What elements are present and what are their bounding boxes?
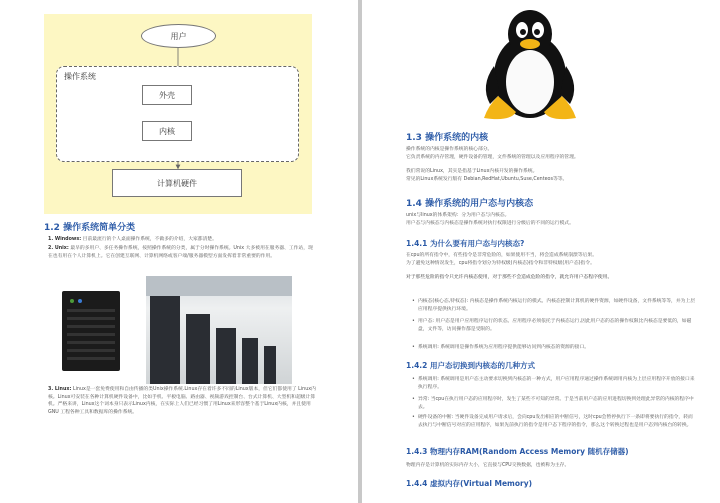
os-architecture-diagram (44, 14, 312, 214)
hardware-node: 计算机硬件 (112, 169, 242, 197)
paragraph: 它负责系统的内存管理，硬件设备的管理，文件系统的管理以及应用程序的管理。 (406, 155, 579, 160)
section-title-1-4-3: 1.4.3 物理内存RAM(Random Access Memory 随机存储器) (406, 447, 629, 456)
section-title-1-4-4: 1.4.4 虚拟内存(Virtual Memory) (406, 479, 533, 488)
os-label: 操作系统 (64, 72, 96, 81)
right-page (362, 0, 720, 503)
paragraph: 常见的Linux系统发行版有 Debian,RedHat,Ubuntu,Suse,Centeos等等。 (406, 177, 568, 182)
server-image (62, 291, 120, 371)
paragraph: 我们常说的Linux，其实是指基于Linux内核开发的操作系统。 (406, 169, 538, 174)
section-title-1-2: 1.2 操作系统简单分类 (44, 223, 136, 233)
section-title-1-3: 1.3 操作系统的内核 (406, 133, 489, 143)
list-item-unix: 2. Unix: 最早的多用户、多任务操作系统，按照操作系统的分类，属于分时操作系统。Unix 大多被用在服务器、工作站，现在也有用在个人计算机上。它在创建互联网、计算机网络或客户端/服务器模型方面发挥着非常重要的作用。 (48, 246, 313, 259)
os-container (56, 66, 299, 162)
paragraph: 物理内存是计算机的实际内存大小，它直接与CPU交换数据，也被称为主存。 (406, 463, 570, 468)
bullet-item: • 内核态(核心态,特权态): 内核态是操作系统内核运行的模式。内核态控制计算机的硬件资源，如硬件设备，文件系统等等，并为上层应用程序提供执行环境。 (412, 298, 696, 313)
kernel-node: 内核 (142, 121, 192, 141)
section-title-1-4-1: 1.4.1 为什么要有用户态与内核态? (406, 239, 525, 248)
paragraph: 操作系统的内核是操作系统的核心部分。 (406, 147, 493, 152)
bullet-item: • 用户态: 用户态是用户应用程序运行的状态。应用程序必须依托于内核态运行,因此用户态的态的操作权限比内核态是要低的，如磁盘，文件等，访问操作都是受限的。 (412, 318, 696, 333)
paragraph-bold: 对于那些危险的指令只允许内核态使用，对于那些不会造成危险的指令，就允许用户态程序使用。 (406, 275, 613, 280)
section-title-1-4: 1.4 操作系统的用户态与内核态 (406, 199, 534, 209)
datacenter-image (146, 276, 292, 384)
paragraph: 在cpu的所有指令中，有些指令是非常危险的，如果使用不当，将会造成系统崩溃等后果。 (406, 253, 598, 258)
left-page (0, 0, 358, 503)
bullet-item: • 硬件设备的中断: 当硬件设备完成用户请求后，会向cpu发出相应的中断信号，这时cpu会暂停执行下一条即将要执行的指令，转而去执行与中断信号对应的应用程序，如果先前执行的指令是用户态下程序的指令，那么这个转换过程也是用户态到内核台的转换。 (412, 414, 696, 429)
section-title-1-4-2: 1.4.2 用户态切换到内核态的几种方式 (406, 361, 535, 370)
list-item-linux: 3. Linux: Linux是一套免费使用和自由传播的类Unix操作系统.Linux存在着许多不同的Linux版本，但它们都使用了 Linux内核。Linux可安装在各种计算机硬件设备中，比如手机、平板电脑、路由器、视频游戏控制台、台式计算机、大型机和超级计算机。严格来讲，Linux这个词本身只表示Linux内核，在实际上人们已经习惯了用Linux来形容整个基于Linux内核，并且使用GNU 工程各种工具和数据库的操作系统。 (48, 387, 316, 415)
tux-penguin-image (470, 6, 590, 122)
bullet-item: • 异常: 当cpu在执行用户态的应用程序时，发生了某些不可知的异常。于是当前用户态的应用进程切换到处理此异常的内核的程序中去。 (412, 396, 696, 411)
shell-node: 外壳 (142, 85, 192, 105)
bullet-item: • 系统调用: 系统调用是操作系统为应用程序提供能够访问到内核态的资源的接口。 (412, 344, 696, 352)
paragraph: unix与linux的体系架构：分为用户态与内核态。 (406, 213, 510, 218)
list-item-windows: 1. Windows: 目前最流行的个人桌面操作系统，不做多的介绍，大家都清楚。 (48, 237, 217, 242)
bullet-item: • 系统调用: 系统调用是用户态主动要求切换到内核态的一种方式，用户应用程序通过操作系统调用内核为上层应用程序开放的接口来执行程序。 (412, 376, 696, 391)
paragraph: 用户态与内核态与内核态是操作系统对执行权限进行分级后的不同的运行模式。 (406, 221, 574, 226)
user-node: 用户 (141, 24, 216, 48)
paragraph: 为了避免这种情况发生，cpu将指令划分为特权级(内核态)指令和非特权级(用户态)指令。 (406, 261, 595, 266)
